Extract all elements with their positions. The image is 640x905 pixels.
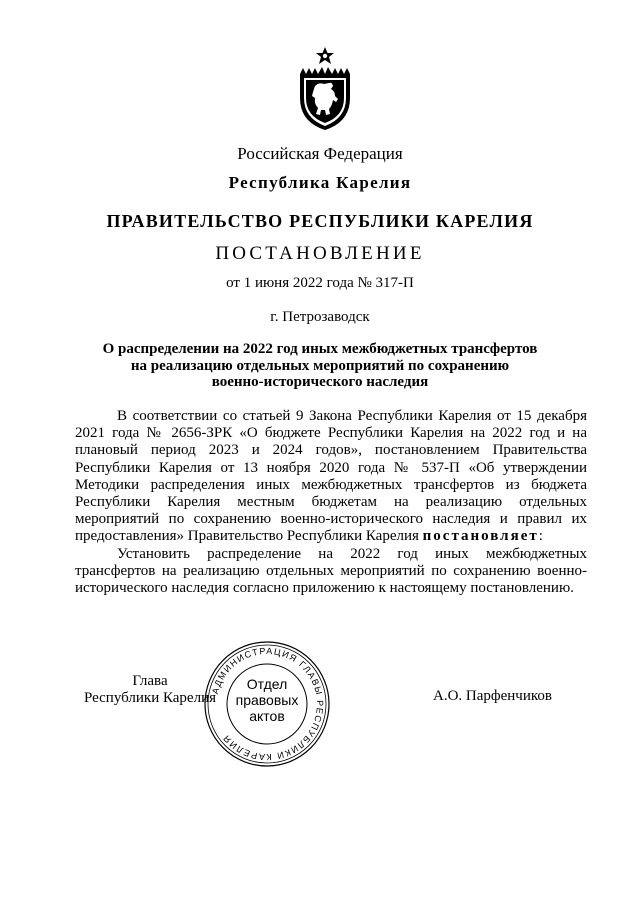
title-line: на реализацию отдельных мероприятий по сохранению [130,357,510,374]
resolution-keyword: постановляет [422,528,539,545]
document-date-number: от 1 июня 2022 года № 317-П [226,275,414,291]
position-line: Республики Карелия [83,690,217,706]
paragraph-end: : [538,528,543,545]
title-line: О распределении на 2022 год иных межбюджетных трансфертов [102,341,538,357]
country-name: Российская Федерация [237,144,403,163]
document-body [75,408,587,597]
title-line: военно-исторического наследия [211,374,429,390]
government-name: ПРАВИТЕЛЬСТВО РЕСПУБЛИКИ КАРЕЛИЯ [106,211,534,231]
karelia-coat-of-arms-icon [295,46,355,131]
paragraph-text: В соответствии со статьей 9 Закона Республики Карелия от 15 декабря 2021 года № 2656-ЗРК «О бюджете Республики Карелия на 2022 год и на плановый период 2023 и 2024 годов», постановлением Правительства Республики Карелия от 13 ноября 2020 года № 537-П «Об утверждении Методики распределения иных межбюджетных трансфертов из бюджета Республики Карелия местным бюджетам на реализацию отдельных мероприятий по сохранению военно-исторического наследия и правил их предоставления» Правительство Республики Карелия [75,408,587,545]
position-line: Глава [132,673,168,689]
body-paragraph: Установить распределение на 2022 год иных межбюджетных трансфертов на реализацию отдельных мероприятий по сохранению военно-исторического наследия согласно приложению к настоящему постановлению. [75,545,587,597]
body-paragraph [75,408,587,546]
stamp-line: актов [249,708,285,724]
official-stamp [202,639,332,769]
stamp-line: правовых [235,692,299,708]
document-type: ПОСТАНОВЛЕНИЕ [215,243,425,264]
stamp-ring-text: АДМИНИСТРАЦИЯ ГЛАВЫ РЕСПУБЛИКИ КАРЕЛИЯ [210,645,326,763]
document-city: г. Петрозаводск [270,309,370,325]
signatory-name: А.О. Парфенчиков [433,688,552,704]
document-title [90,341,550,391]
republic-name: Республика Карелия [228,173,412,192]
stamp-line: Отдел [246,676,288,692]
